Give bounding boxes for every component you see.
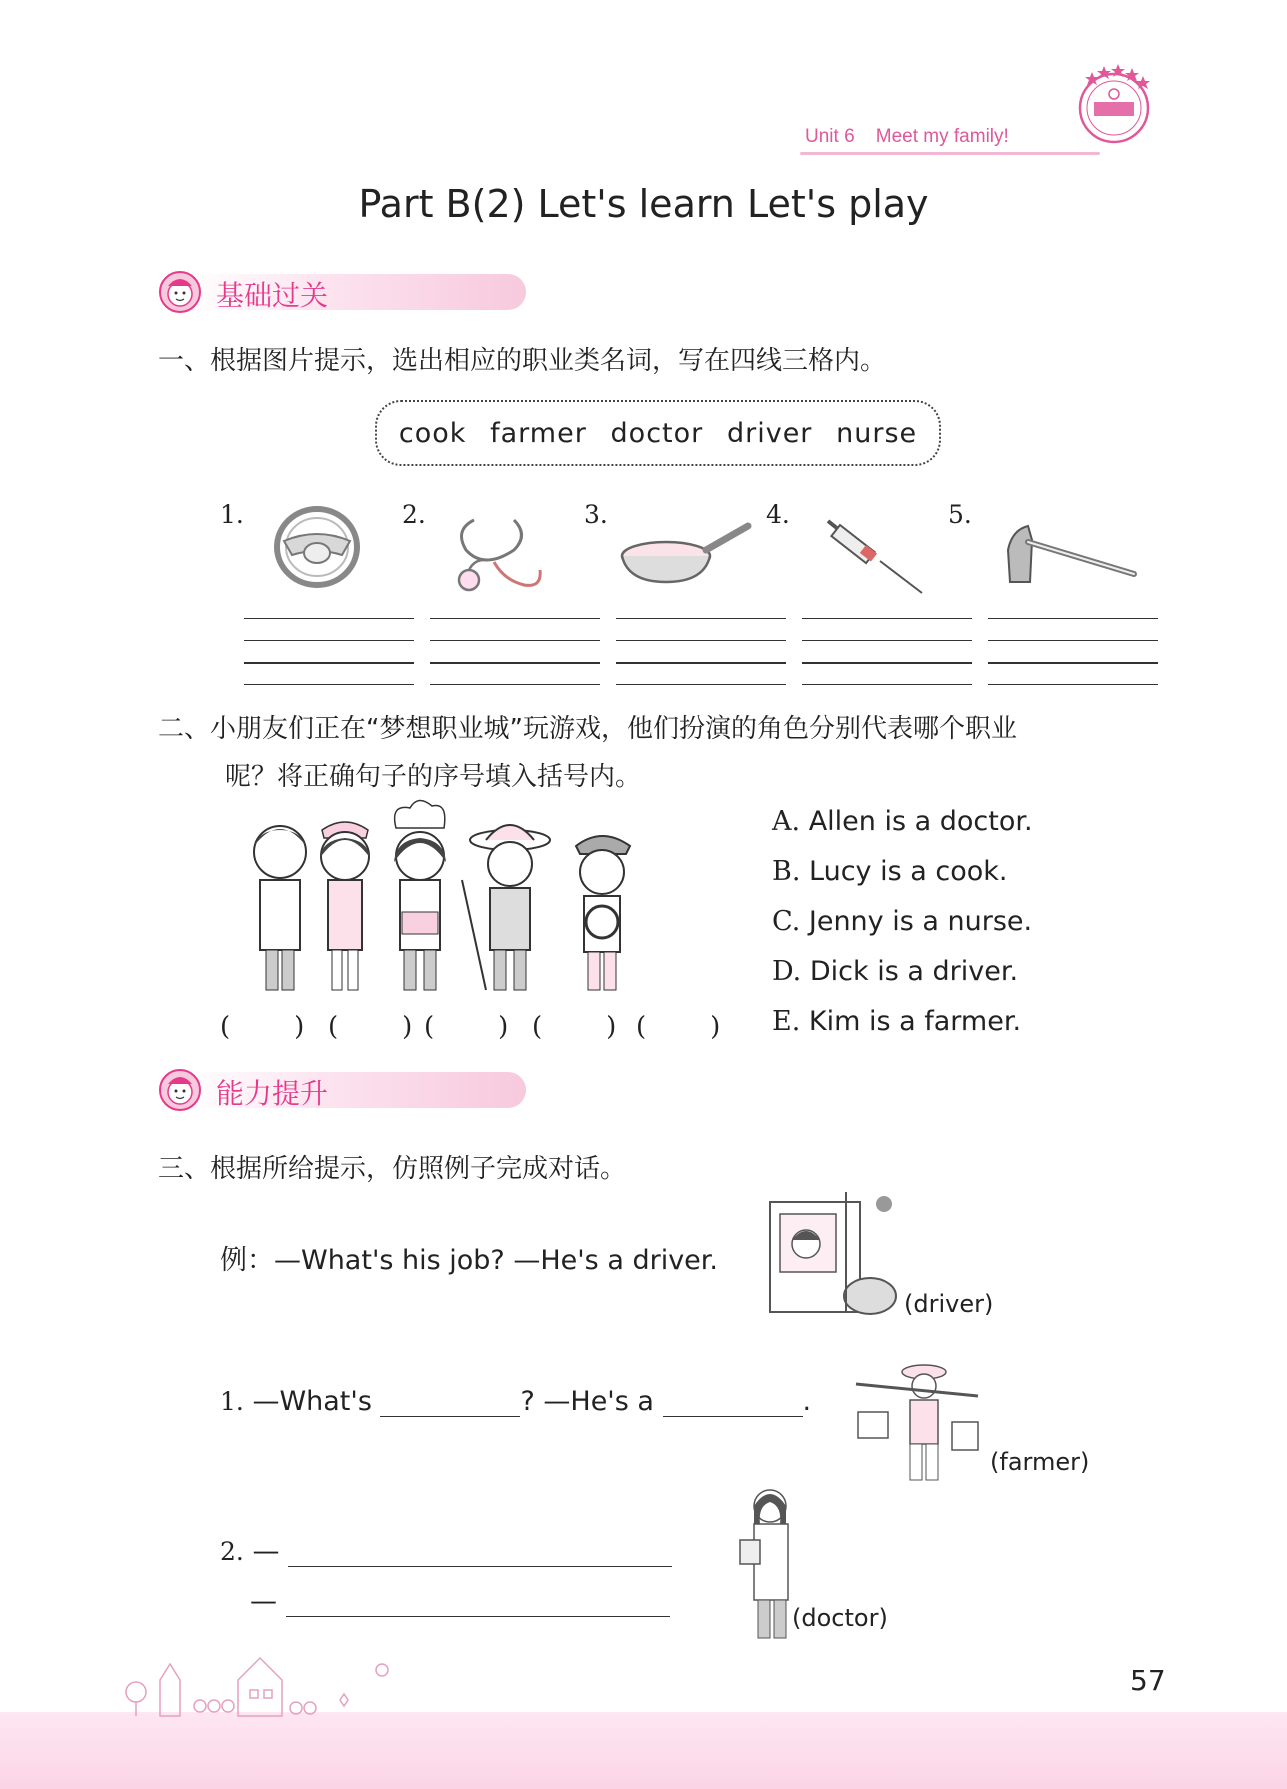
word-bank-item: doctor: [610, 417, 704, 449]
page-number: 57: [1130, 1664, 1166, 1697]
unit-label: Unit 6: [805, 126, 855, 147]
q1-item-number: 4.: [766, 500, 790, 529]
item2-hint: (doctor): [792, 1604, 888, 1632]
section-title-advanced: 能力提升: [216, 1077, 329, 1110]
word-bank-item: cook: [398, 417, 467, 449]
writing-lines[interactable]: [988, 618, 1158, 684]
student-face-icon: [158, 270, 202, 314]
q2-option: E. Kim is a farmer.: [772, 1006, 1022, 1037]
q2-option: C. Jenny is a nurse.: [772, 906, 1033, 937]
doctor-child-icon: [254, 826, 306, 990]
nurse-child-icon: [320, 822, 370, 990]
children-roleplay-illustration: [240, 800, 690, 1000]
answer-parentheses[interactable]: ( ): [328, 1012, 413, 1042]
hoe-icon: [1002, 520, 1138, 590]
dialogue-item-2-line1: 2. —: [220, 1536, 672, 1567]
answer-blank[interactable]: [663, 1388, 803, 1417]
word-bank: [375, 400, 941, 466]
steering-wheel-icon: [272, 505, 362, 590]
q1-item-number: 1.: [220, 500, 244, 529]
student-face-icon: [158, 1068, 202, 1112]
answer-blank[interactable]: [286, 1588, 670, 1617]
doctor-picture-icon: [736, 1484, 796, 1644]
wok-icon: [618, 520, 754, 590]
answer-parentheses[interactable]: ( ): [220, 1012, 305, 1042]
page-title: Part B(2) Let's learn Let's play: [358, 182, 929, 226]
unit-header: [805, 126, 1009, 148]
writing-lines[interactable]: [616, 618, 786, 684]
q1-item-number: 5.: [948, 500, 972, 529]
q2-option: D. Dick is a driver.: [772, 956, 1019, 987]
q2-option: A. Allen is a doctor.: [772, 806, 1033, 837]
example-hint: (driver): [904, 1290, 994, 1318]
writing-lines[interactable]: [802, 618, 972, 684]
q1-item-number: 3.: [584, 500, 608, 529]
writing-lines[interactable]: [430, 618, 600, 684]
farmer-child-icon: [462, 825, 550, 990]
section-banner-basic: [158, 270, 538, 314]
q3-instruction: 三、根据所给提示，仿照例子完成对话。: [158, 1154, 627, 1184]
driver-picture-icon: [766, 1192, 906, 1322]
town-decoration-icon: [120, 1650, 400, 1720]
answer-parentheses[interactable]: ( ): [424, 1012, 509, 1042]
answer-blank[interactable]: [380, 1388, 520, 1417]
driver-child-icon: [576, 836, 630, 990]
q1-instruction: 一、根据图片提示，选出相应的职业类名词，写在四线三格内。: [158, 346, 887, 376]
dialogue-item-1: 1. —What's ? —He's a .: [220, 1386, 812, 1417]
word-bank-item: driver: [726, 417, 813, 449]
word-bank-item: farmer: [490, 417, 587, 449]
q1-item-number: 2.: [402, 500, 426, 529]
stethoscope-icon: [444, 510, 548, 598]
example-dialogue: 例：—What's his job? —He's a driver.: [220, 1245, 718, 1276]
unit-title: Meet my family!: [875, 126, 1009, 147]
writing-lines[interactable]: [244, 618, 414, 684]
section-banner-advanced: [158, 1068, 538, 1112]
word-bank-item: nurse: [836, 417, 918, 449]
q2-instruction-cont: 呢？将正确句子的序号填入括号内。: [225, 762, 642, 792]
cook-child-icon: [394, 800, 446, 990]
publisher-seal-icon: [1072, 62, 1156, 146]
item1-hint: (farmer): [990, 1448, 1090, 1476]
answer-parentheses[interactable]: ( ): [532, 1012, 617, 1042]
answer-parentheses[interactable]: ( ): [636, 1012, 721, 1042]
dialogue-item-2-line2: —: [250, 1586, 670, 1617]
section-title-basic: 基础过关: [216, 279, 329, 312]
q2-instruction: 二、小朋友们正在“梦想职业城”玩游戏，他们扮演的角色分别代表哪个职业: [158, 714, 1017, 744]
footer-band: [0, 1712, 1287, 1789]
farmer-picture-icon: [852, 1356, 982, 1486]
answer-blank[interactable]: [288, 1538, 672, 1567]
q2-option: B. Lucy is a cook.: [772, 856, 1008, 887]
syringe-icon: [822, 515, 926, 595]
